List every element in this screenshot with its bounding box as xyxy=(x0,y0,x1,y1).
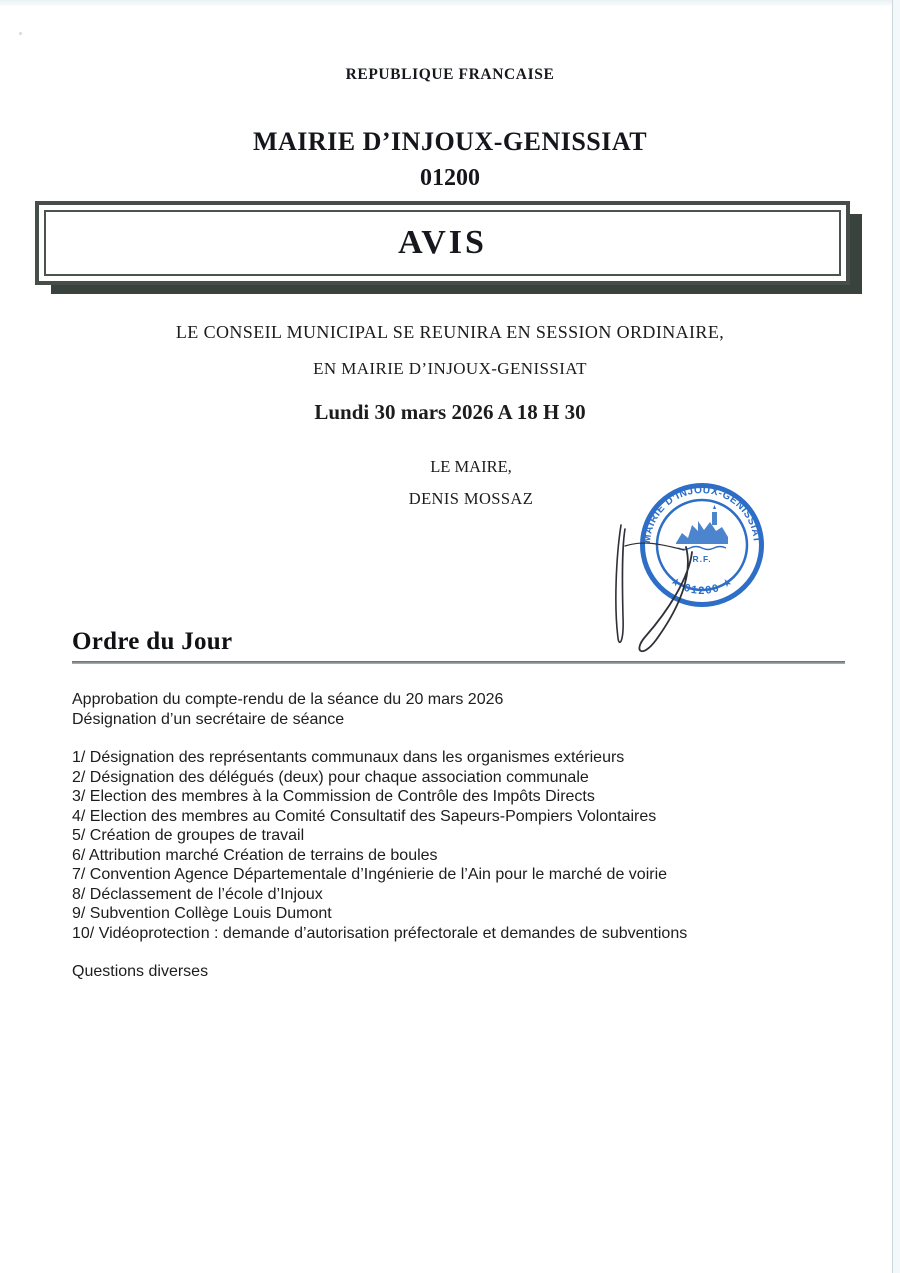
agenda-item: 9/ Subvention Collège Louis Dumont xyxy=(72,905,332,922)
session-announcement-line1: LE CONSEIL MUNICIPAL SE REUNIRA EN SESSION ORDINAIRE, xyxy=(175,322,725,342)
postal-code: 01200 xyxy=(420,165,480,191)
republic-header: REPUBLIQUE FRANCAISE xyxy=(345,66,555,83)
avis-inner-frame xyxy=(44,210,841,276)
agenda-item: 2/ Désignation des délégués (deux) pour chaque association communale xyxy=(72,768,589,786)
session-announcement-line2: EN MAIRIE D’INJOUX-GENISSIAT xyxy=(313,359,587,378)
stamp-bottom-text: ★ 01200 ★ xyxy=(667,574,737,597)
agenda-item: 8/ Déclassement de l’école d’Injoux xyxy=(72,885,323,903)
agenda-item: 10/ Vidéoprotection : demande d’autorisation préfectorale et demandes de subventions xyxy=(72,924,688,942)
stamp-arc-text: MAIRIE D’INJOUX-GÉNISSIAT xyxy=(641,484,763,544)
agenda-item: 5/ Création de groupes de travail xyxy=(72,827,305,844)
agenda-item: 6/ Attribution marché Création de terrains de boules xyxy=(72,846,438,864)
avis-title: AVIS xyxy=(398,224,487,261)
agenda-preamble xyxy=(72,690,503,729)
agenda-closing: Questions diverses xyxy=(72,963,209,980)
agenda-heading-rule xyxy=(72,661,845,664)
scan-speck xyxy=(19,32,22,35)
mairie-title: MAIRIE D’INJOUX-GENISSIAT xyxy=(252,127,648,156)
stamp-center-text: R.F. xyxy=(692,554,712,564)
agenda-items xyxy=(72,748,687,943)
agenda-item: 3/ Election des membres à la Commission de Contrôle des Impôts Directs xyxy=(72,788,595,805)
agenda-item: 4/ Election des membres au Comité Consultatif des Sapeurs-Pompiers Volontaires xyxy=(72,807,657,825)
agenda-item: 7/ Convention Agence Départementale d’Ingénierie de l’Ain pour le marché de voirie xyxy=(72,866,668,883)
agenda-preamble-line: Approbation du compte-rendu de la séance du 20 mars 2026 xyxy=(72,691,504,708)
avis-framed-box xyxy=(35,201,850,285)
signatory-name: DENIS MOSSAZ xyxy=(408,489,534,508)
agenda-preamble-line: Désignation d’un secrétaire de séance xyxy=(72,710,345,728)
agenda-item: 1/ Désignation des représentants communaux dans les organismes extérieurs xyxy=(72,749,625,766)
signatory-role: LE MAIRE, xyxy=(430,457,512,476)
session-datetime: Lundi 30 mars 2026 A 18 H 30 xyxy=(314,400,586,424)
scan-top-edge xyxy=(0,0,900,7)
agenda-heading: Ordre du Jour xyxy=(72,628,233,655)
